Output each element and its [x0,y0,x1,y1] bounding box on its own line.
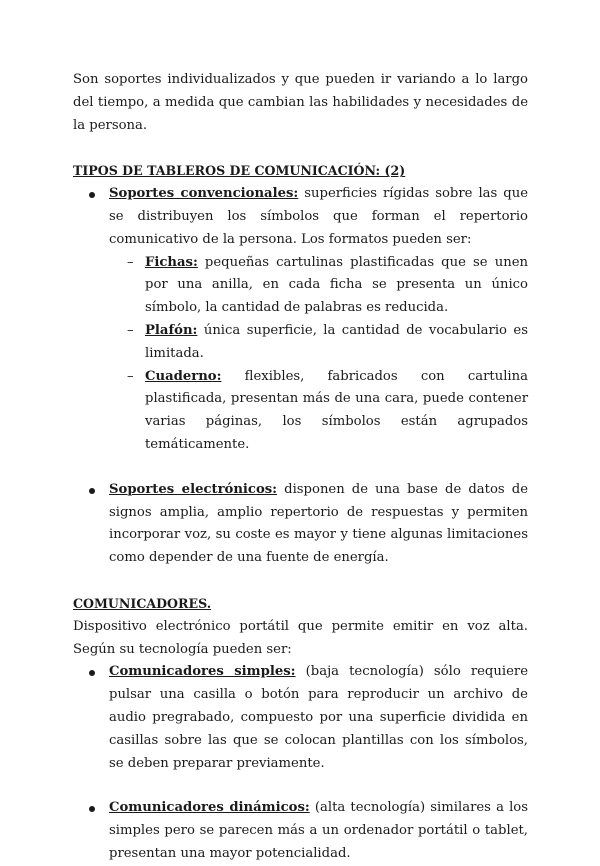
spacer [73,775,528,797]
comunicadores-list [73,661,528,865]
document-page [73,69,528,866]
bullet-icon [89,488,95,494]
list-item-soportes-electronicos [73,479,528,570]
spacer [73,137,528,160]
dash-icon: – [127,322,134,338]
list-item-comunicadores-dinamicos [73,797,528,865]
bullet-icon [89,806,95,812]
dash-icon: – [127,254,134,270]
item-text: disponen de una base de datos de signos amplia, amplio repertorio de respuestas y permiten incorporar voz, su coste es mayor y tiene algunas limitaciones como depender de una fuente de energía. [109,481,528,566]
spacer [73,570,528,593]
item-text: única superficie, la cantidad de vocabulario es limitada. [145,322,528,361]
list-item-comunicadores-simples [73,661,528,775]
term-label: Comunicadores simples: [109,664,296,680]
item-text: flexibles, fabricados con cartulina plastificada, presentan más de una cara, puede contener varias páginas, los símbolos están agrupados temáticamente. [145,368,528,452]
sublist-item-plafon [109,320,528,366]
term-label: Soportes convencionales: [109,186,299,202]
comunicadores-intro: Dispositivo electrónico portátil que permite emitir en voz alta. Según su tecnología pueden ser: [73,618,528,657]
term-label: Fichas: [145,254,198,270]
bullet-icon [89,192,95,198]
section-heading-comunicadores: COMUNICADORES. [73,595,212,611]
item-text: (alta tecnología) similares a los simples pero se parecen más a un ordenador portátil o tablet, presentan una mayor potencialidad. [109,800,528,861]
dash-icon: – [127,368,134,384]
term-label: Comunicadores dinámicos: [109,800,310,816]
term-label: Plafón: [145,322,198,338]
formatos-sublist [109,252,528,457]
item-text: (baja tecnología) sólo requiere pulsar una casilla o botón para reproducir un archivo de audio pregrabado, compuesto por una superficie dividida en casillas sobre las que se colocan plantillas con los símbolos, se deben preparar previamente. [109,664,529,771]
term-label: Soportes electrónicos: [109,481,278,497]
item-text: pequeñas cartulinas plastificadas que se unen por una anilla, en cada ficha se presenta un único símbolo, la cantidad de palabras es reducida. [145,254,528,316]
bullet-icon [89,670,95,676]
item-text: superficies rígidas sobre las que se distribuyen los símbolos que forman el repertorio comunicativo de la persona. Los formatos pueden ser: [109,186,529,247]
spacer [73,457,528,479]
tableros-list [73,183,528,570]
list-item-soportes-convencionales [73,183,528,457]
sublist-item-cuaderno [109,366,528,457]
sublist-item-fichas [109,252,528,320]
term-label: Cuaderno: [145,368,222,384]
section-heading-tableros: TIPOS DE TABLEROS DE COMUNICACIÓN: (2) [73,163,406,179]
intro-paragraph: Son soportes individualizados y que pueden ir variando a lo largo del tiempo, a medida que cambian las habilidades y necesidades de la persona. [73,72,528,133]
